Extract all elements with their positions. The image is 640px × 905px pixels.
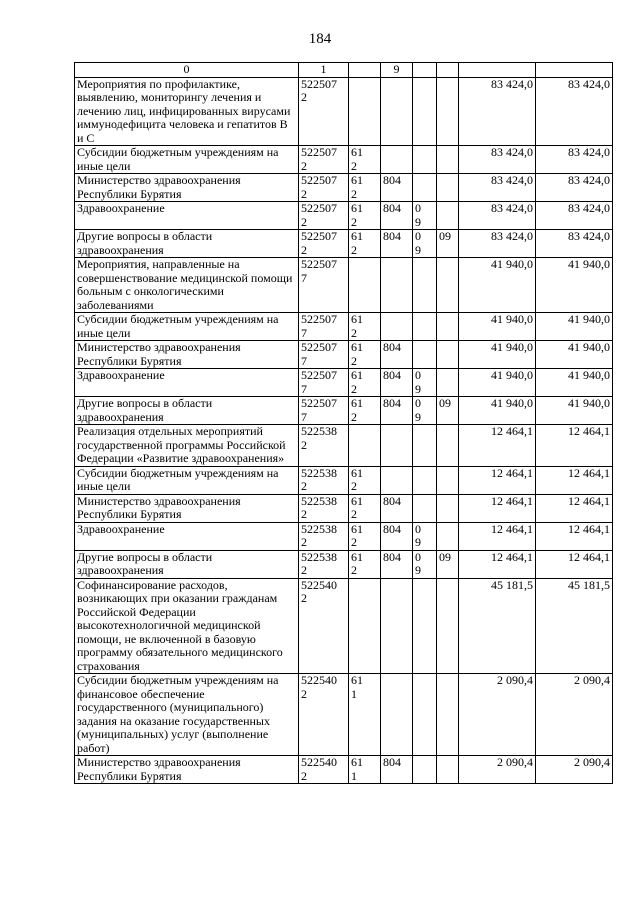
table-row	[75, 174, 613, 202]
amount-year2-cell: 2 090,4	[536, 674, 613, 756]
header-cell	[413, 63, 437, 78]
table-row	[75, 77, 613, 146]
amount-year2-cell: 12 464,1	[536, 522, 613, 550]
target-article-cell: 522538 2	[299, 494, 349, 522]
ministry-code-cell: 804	[381, 494, 413, 522]
amount-year2-cell: 83 424,0	[536, 146, 613, 174]
amount-year2-cell: 12 464,1	[536, 466, 613, 494]
amount-year2-cell: 41 940,0	[536, 258, 613, 313]
amount-year2-cell: 41 940,0	[536, 397, 613, 425]
ministry-code-cell: 804	[381, 202, 413, 230]
table-row	[75, 494, 613, 522]
section-cell: 0 9	[413, 397, 437, 425]
section-cell	[413, 674, 437, 756]
table-row	[75, 674, 613, 756]
subsection-cell	[437, 174, 459, 202]
ministry-code-cell: 804	[381, 174, 413, 202]
amount-year1-cell: 83 424,0	[459, 202, 536, 230]
header-cell	[536, 63, 613, 78]
amount-year1-cell: 83 424,0	[459, 77, 536, 146]
row-name-cell: Здравоохранение	[75, 522, 299, 550]
expense-type-cell: 61 1	[349, 756, 381, 784]
expense-type-cell: 61 2	[349, 313, 381, 341]
table-row	[75, 146, 613, 174]
row-name-cell: Субсидии бюджетным учреждениям на финансовое обеспечение государственного (муниципального) задания на оказание государственных (муниципальных) услуг (выполнение работ)	[75, 674, 299, 756]
table-row	[75, 397, 613, 425]
row-name-cell: Министерство здравоохранения Республики Бурятия	[75, 494, 299, 522]
row-name-cell: Субсидии бюджетным учреждениям на иные цели	[75, 146, 299, 174]
subsection-cell	[437, 341, 459, 369]
table-header-row	[75, 63, 613, 78]
target-article-cell: 522540 2	[299, 578, 349, 674]
ministry-code-cell	[381, 466, 413, 494]
subsection-cell	[437, 494, 459, 522]
row-name-cell: Реализация отдельных мероприятий государственной программы Российской Федерации «Развитие здравоохранения»	[75, 425, 299, 467]
table-row	[75, 522, 613, 550]
header-cell: 9	[381, 63, 413, 78]
table-row	[75, 425, 613, 467]
row-name-cell: Мероприятия по профилактике, выявлению, мониторингу лечения и лечению лиц, инфицированных вирусами иммунодефицита человека и гепатитов В и С	[75, 77, 299, 146]
ministry-code-cell	[381, 77, 413, 146]
target-article-cell: 522507 7	[299, 397, 349, 425]
section-cell: 0 9	[413, 202, 437, 230]
ministry-code-cell: 804	[381, 550, 413, 578]
section-cell: 0 9	[413, 522, 437, 550]
subsection-cell	[437, 313, 459, 341]
ministry-code-cell: 804	[381, 341, 413, 369]
header-cell	[437, 63, 459, 78]
amount-year1-cell: 41 940,0	[459, 313, 536, 341]
table-row	[75, 550, 613, 578]
subsection-cell: 09	[437, 397, 459, 425]
amount-year2-cell: 41 940,0	[536, 313, 613, 341]
amount-year2-cell: 12 464,1	[536, 494, 613, 522]
table-row	[75, 369, 613, 397]
section-cell	[413, 341, 437, 369]
expense-type-cell: 61 1	[349, 674, 381, 756]
expense-type-cell: 61 2	[349, 550, 381, 578]
amount-year1-cell: 12 464,1	[459, 425, 536, 467]
section-cell	[413, 313, 437, 341]
subsection-cell	[437, 756, 459, 784]
ministry-code-cell	[381, 674, 413, 756]
expense-type-cell: 61 2	[349, 494, 381, 522]
table-row	[75, 466, 613, 494]
row-name-cell: Мероприятия, направленные на совершенствование медицинской помощи больным с онкологическими заболеваниями	[75, 258, 299, 313]
amount-year2-cell: 41 940,0	[536, 341, 613, 369]
section-cell	[413, 466, 437, 494]
amount-year2-cell: 83 424,0	[536, 230, 613, 258]
expense-type-cell	[349, 578, 381, 674]
row-name-cell: Министерство здравоохранения Республики Бурятия	[75, 341, 299, 369]
table-row	[75, 578, 613, 674]
header-cell: 0	[75, 63, 299, 78]
table-row	[75, 341, 613, 369]
row-name-cell: Здравоохранение	[75, 202, 299, 230]
section-cell	[413, 578, 437, 674]
amount-year1-cell: 12 464,1	[459, 550, 536, 578]
amount-year1-cell: 83 424,0	[459, 146, 536, 174]
ministry-code-cell: 804	[381, 230, 413, 258]
row-name-cell: Здравоохранение	[75, 369, 299, 397]
table-row	[75, 230, 613, 258]
amount-year1-cell: 41 940,0	[459, 397, 536, 425]
amount-year1-cell: 2 090,4	[459, 756, 536, 784]
row-name-cell: Министерство здравоохранения Республики Бурятия	[75, 756, 299, 784]
subsection-cell	[437, 674, 459, 756]
amount-year1-cell: 12 464,1	[459, 466, 536, 494]
expense-type-cell: 61 2	[349, 230, 381, 258]
target-article-cell: 522507 7	[299, 369, 349, 397]
amount-year2-cell: 12 464,1	[536, 550, 613, 578]
expense-type-cell: 61 2	[349, 466, 381, 494]
subsection-cell	[437, 425, 459, 467]
ministry-code-cell	[381, 258, 413, 313]
expense-type-cell: 61 2	[349, 522, 381, 550]
amount-year1-cell: 41 940,0	[459, 341, 536, 369]
budget-table	[74, 62, 613, 784]
subsection-cell	[437, 146, 459, 174]
section-cell: 0 9	[413, 369, 437, 397]
amount-year1-cell: 41 940,0	[459, 258, 536, 313]
subsection-cell	[437, 202, 459, 230]
subsection-cell	[437, 77, 459, 146]
subsection-cell: 09	[437, 550, 459, 578]
amount-year2-cell: 41 940,0	[536, 369, 613, 397]
target-article-cell: 522507 7	[299, 313, 349, 341]
expense-type-cell: 61 2	[349, 146, 381, 174]
header-cell: 1	[299, 63, 349, 78]
table-row	[75, 313, 613, 341]
header-cell	[459, 63, 536, 78]
amount-year2-cell: 83 424,0	[536, 77, 613, 146]
target-article-cell: 522507 2	[299, 146, 349, 174]
ministry-code-cell: 804	[381, 756, 413, 784]
expense-type-cell: 61 2	[349, 341, 381, 369]
target-article-cell: 522507 2	[299, 202, 349, 230]
amount-year1-cell: 41 940,0	[459, 369, 536, 397]
amount-year2-cell: 83 424,0	[536, 174, 613, 202]
target-article-cell: 522538 2	[299, 466, 349, 494]
target-article-cell: 522507 7	[299, 258, 349, 313]
target-article-cell: 522507 7	[299, 341, 349, 369]
row-name-cell: Субсидии бюджетным учреждениям на иные цели	[75, 466, 299, 494]
section-cell	[413, 425, 437, 467]
expense-type-cell: 61 2	[349, 397, 381, 425]
ministry-code-cell: 804	[381, 522, 413, 550]
row-name-cell: Субсидии бюджетным учреждениям на иные цели	[75, 313, 299, 341]
row-name-cell: Министерство здравоохранения Республики Бурятия	[75, 174, 299, 202]
subsection-cell	[437, 522, 459, 550]
table-row	[75, 756, 613, 784]
target-article-cell: 522540 2	[299, 674, 349, 756]
ministry-code-cell: 804	[381, 397, 413, 425]
ministry-code-cell	[381, 146, 413, 174]
expense-type-cell: 61 2	[349, 202, 381, 230]
target-article-cell: 522507 2	[299, 77, 349, 146]
amount-year2-cell: 2 090,4	[536, 756, 613, 784]
expense-type-cell	[349, 258, 381, 313]
section-cell: 0 9	[413, 550, 437, 578]
target-article-cell: 522538 2	[299, 550, 349, 578]
section-cell	[413, 146, 437, 174]
page-number: 184	[308, 31, 332, 47]
row-name-cell: Софинансирование расходов, возникающих при оказании гражданам Российской Федерации высокотехнологичной медицинской помощи, не включенной в базовую программу обязательного медицинского страхования	[75, 578, 299, 674]
amount-year2-cell: 45 181,5	[536, 578, 613, 674]
amount-year1-cell: 12 464,1	[459, 522, 536, 550]
amount-year1-cell: 83 424,0	[459, 174, 536, 202]
expense-type-cell	[349, 77, 381, 146]
ministry-code-cell	[381, 313, 413, 341]
amount-year2-cell: 12 464,1	[536, 425, 613, 467]
section-cell	[413, 494, 437, 522]
row-name-cell: Другие вопросы в области здравоохранения	[75, 550, 299, 578]
target-article-cell: 522540 2	[299, 756, 349, 784]
target-article-cell: 522538 2	[299, 425, 349, 467]
amount-year1-cell: 83 424,0	[459, 230, 536, 258]
expense-type-cell: 61 2	[349, 369, 381, 397]
subsection-cell	[437, 466, 459, 494]
amount-year1-cell: 45 181,5	[459, 578, 536, 674]
target-article-cell: 522538 2	[299, 522, 349, 550]
section-cell	[413, 77, 437, 146]
section-cell	[413, 174, 437, 202]
subsection-cell: 09	[437, 230, 459, 258]
ministry-code-cell: 804	[381, 369, 413, 397]
subsection-cell	[437, 578, 459, 674]
amount-year2-cell: 83 424,0	[536, 202, 613, 230]
header-cell	[349, 63, 381, 78]
amount-year1-cell: 2 090,4	[459, 674, 536, 756]
ministry-code-cell	[381, 578, 413, 674]
target-article-cell: 522507 2	[299, 230, 349, 258]
row-name-cell: Другие вопросы в области здравоохранения	[75, 397, 299, 425]
section-cell: 0 9	[413, 230, 437, 258]
row-name-cell: Другие вопросы в области здравоохранения	[75, 230, 299, 258]
ministry-code-cell	[381, 425, 413, 467]
amount-year1-cell: 12 464,1	[459, 494, 536, 522]
table-row	[75, 258, 613, 313]
target-article-cell: 522507 2	[299, 174, 349, 202]
subsection-cell	[437, 369, 459, 397]
expense-type-cell	[349, 425, 381, 467]
subsection-cell	[437, 258, 459, 313]
table-row	[75, 202, 613, 230]
section-cell	[413, 756, 437, 784]
expense-type-cell: 61 2	[349, 174, 381, 202]
section-cell	[413, 258, 437, 313]
